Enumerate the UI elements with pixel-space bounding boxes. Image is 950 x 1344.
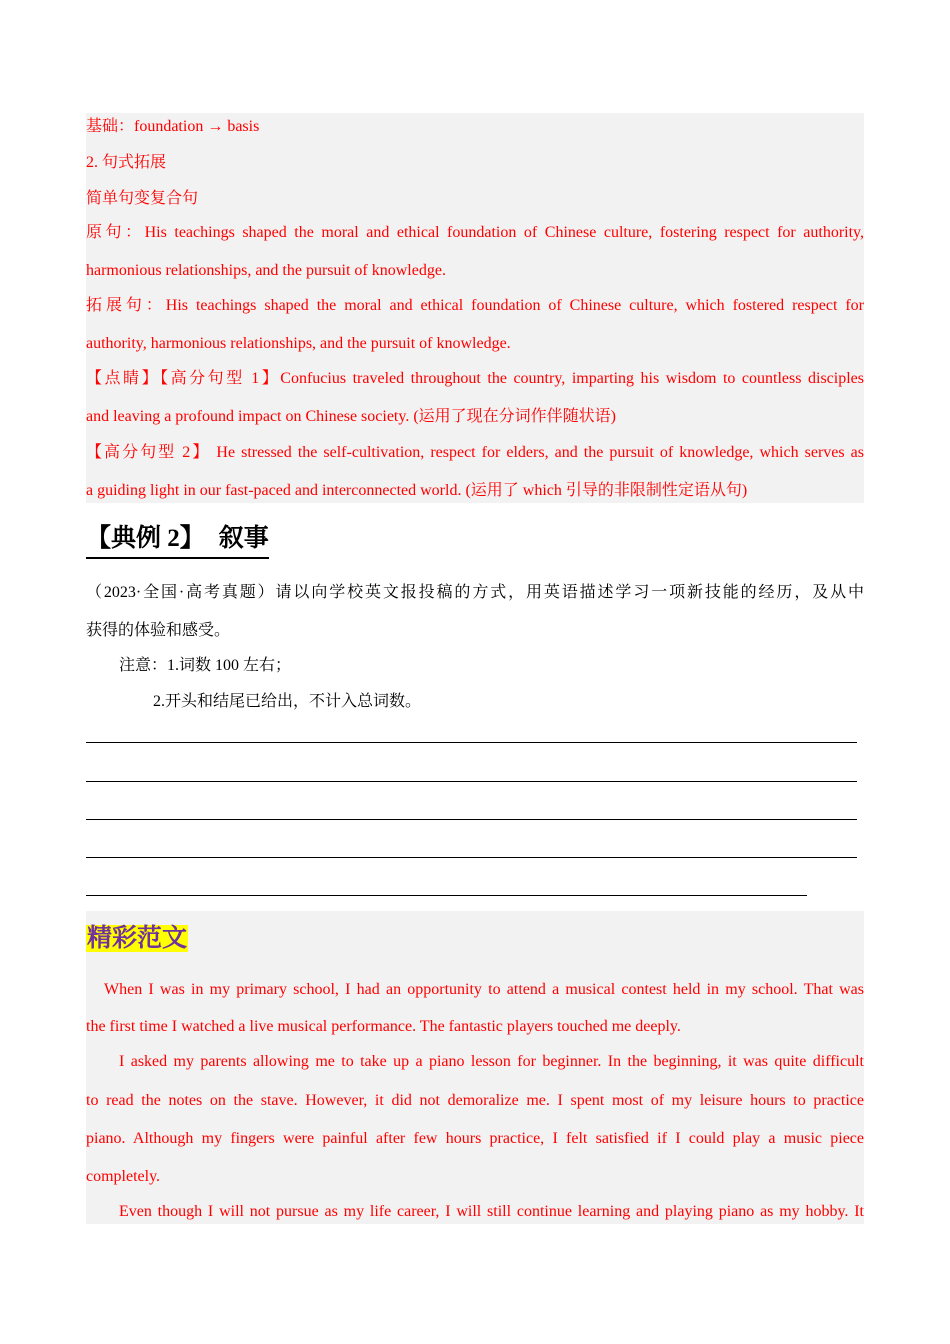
note-line1: 注意：1.词数 100 左右； (119, 657, 292, 674)
answer-line[interactable] (86, 819, 857, 820)
example-heading (86, 521, 269, 559)
section-title: 2. 句式拓展 (86, 154, 167, 171)
model-essay-label-text: 精彩范文 (87, 925, 188, 952)
subsection-title: 简单句变复合句 (86, 190, 199, 207)
model-p2-line3: piano. Although my fingers were painful after few hours practice, I felt satisfied if I could play a music piece (86, 1130, 864, 1147)
model-p1-line2: the first time I watched a live musical performance. The fantastic players touched me deeply. (86, 1018, 681, 1035)
answer-line[interactable] (86, 742, 857, 743)
extended-sentence-line1: 拓展句：His teachings shaped the moral and ethical foundation of Chinese culture, which fostered respect for (86, 297, 864, 314)
model-p3-line1: Even though I will not pursue as my life career, I will still continue learning and playing piano as my hobby. It (119, 1203, 864, 1220)
pattern1-line1: 【点睛】【高分句型 1】Confucius traveled throughout the country, imparting his wisdom to countless disciples (86, 370, 864, 387)
model-essay-label (86, 922, 188, 959)
vocab-line: 基础：foundation → basis (86, 118, 260, 135)
answer-line[interactable] (86, 857, 857, 858)
model-p2-line4: completely. (86, 1168, 161, 1185)
example-heading-main: 【典例 2】 (86, 525, 205, 552)
prompt-line2: 获得的体验和感受。 (86, 622, 231, 639)
pattern2-line1: 【高分句型 2】 He stressed the self-cultivation, respect for elders, and the pursuit of knowledge, which serves as (86, 444, 864, 461)
model-p2-line1: I asked my parents allowing me to take up a piano lesson for beginner. In the beginning, it was quite difficult (119, 1053, 864, 1070)
note-line2: 2.开头和结尾已给出，不计入总词数。 (153, 693, 422, 710)
pattern2-line2: a guiding light in our fast-paced and interconnected world. (运用了 which 引导的非限制性定语从句) (86, 482, 748, 499)
answer-line[interactable] (86, 781, 857, 782)
answer-line[interactable] (86, 895, 807, 896)
original-sentence-line2: harmonious relationships, and the pursuit of knowledge. (86, 262, 446, 279)
example-heading-tail: 叙事 (218, 525, 269, 552)
original-sentence-line1: 原句：His teachings shaped the moral and ethical foundation of Chinese culture, fostering respect for authority, (86, 224, 864, 241)
prompt-line1: （2023·全国·高考真题）请以向学校英文报投稿的方式，用英语描述学习一项新技能的经历，及从中 (86, 584, 864, 601)
model-p1-line1: When I was in my primary school, I had an opportunity to attend a musical contest held in my school. That was (104, 981, 864, 998)
model-p2-line2: to read the notes on the stave. However, it did not demoralize me. I spent most of my leisure hours to practice (86, 1092, 864, 1109)
extended-sentence-line2: authority, harmonious relationships, and the pursuit of knowledge. (86, 335, 511, 352)
pattern1-line2: and leaving a profound impact on Chinese society. (运用了现在分词作伴随状语) (86, 408, 616, 425)
